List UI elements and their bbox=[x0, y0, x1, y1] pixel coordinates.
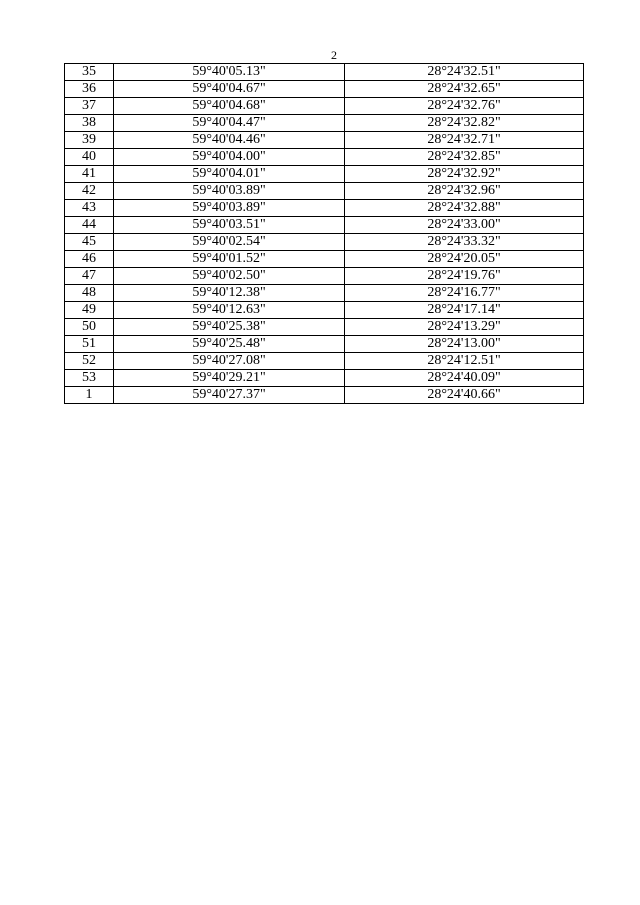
point-number-cell: 39 bbox=[65, 132, 114, 149]
point-number-cell: 47 bbox=[65, 268, 114, 285]
point-number-cell: 49 bbox=[65, 302, 114, 319]
table-row bbox=[65, 98, 584, 115]
longitude-cell: 28°24'16.77" bbox=[345, 285, 584, 302]
longitude-cell: 28°24'32.65" bbox=[345, 81, 584, 98]
longitude-cell: 28°24'13.29" bbox=[345, 319, 584, 336]
table-row bbox=[65, 319, 584, 336]
longitude-cell: 28°24'32.82" bbox=[345, 115, 584, 132]
latitude-cell: 59°40'05.13" bbox=[114, 64, 345, 81]
point-number-cell: 43 bbox=[65, 200, 114, 217]
longitude-cell: 28°24'20.05" bbox=[345, 251, 584, 268]
longitude-cell: 28°24'32.92" bbox=[345, 166, 584, 183]
latitude-cell: 59°40'04.46" bbox=[114, 132, 345, 149]
point-number-cell: 37 bbox=[65, 98, 114, 115]
table-row bbox=[65, 81, 584, 98]
latitude-cell: 59°40'04.68" bbox=[114, 98, 345, 115]
point-number-cell: 52 bbox=[65, 353, 114, 370]
latitude-cell: 59°40'12.63" bbox=[114, 302, 345, 319]
point-number-cell: 53 bbox=[65, 370, 114, 387]
longitude-cell: 28°24'32.76" bbox=[345, 98, 584, 115]
longitude-cell: 28°24'17.14" bbox=[345, 302, 584, 319]
table-row bbox=[65, 302, 584, 319]
table-row bbox=[65, 353, 584, 370]
latitude-cell: 59°40'25.38" bbox=[114, 319, 345, 336]
table-row bbox=[65, 370, 584, 387]
latitude-cell: 59°40'25.48" bbox=[114, 336, 345, 353]
table-row bbox=[65, 251, 584, 268]
point-number-cell: 50 bbox=[65, 319, 114, 336]
point-number-cell: 41 bbox=[65, 166, 114, 183]
latitude-cell: 59°40'02.50" bbox=[114, 268, 345, 285]
latitude-cell: 59°40'04.00" bbox=[114, 149, 345, 166]
longitude-cell: 28°24'13.00" bbox=[345, 336, 584, 353]
longitude-cell: 28°24'19.76" bbox=[345, 268, 584, 285]
point-number-cell: 35 bbox=[65, 64, 114, 81]
longitude-cell: 28°24'40.66" bbox=[345, 387, 584, 404]
point-number-cell: 48 bbox=[65, 285, 114, 302]
latitude-cell: 59°40'27.08" bbox=[114, 353, 345, 370]
point-number-cell: 36 bbox=[65, 81, 114, 98]
table-row bbox=[65, 217, 584, 234]
page-number: 2 bbox=[331, 48, 337, 62]
longitude-cell: 28°24'32.85" bbox=[345, 149, 584, 166]
latitude-cell: 59°40'04.47" bbox=[114, 115, 345, 132]
latitude-cell: 59°40'12.38" bbox=[114, 285, 345, 302]
table-row bbox=[65, 285, 584, 302]
point-number-cell: 38 bbox=[65, 115, 114, 132]
table-row bbox=[65, 234, 584, 251]
longitude-cell: 28°24'40.09" bbox=[345, 370, 584, 387]
table-row bbox=[65, 132, 584, 149]
point-number-cell: 42 bbox=[65, 183, 114, 200]
longitude-cell: 28°24'32.88" bbox=[345, 200, 584, 217]
table-row bbox=[65, 183, 584, 200]
latitude-cell: 59°40'03.51" bbox=[114, 217, 345, 234]
latitude-cell: 59°40'01.52" bbox=[114, 251, 345, 268]
point-number-cell: 51 bbox=[65, 336, 114, 353]
table-row bbox=[65, 64, 584, 81]
latitude-cell: 59°40'04.67" bbox=[114, 81, 345, 98]
table-row bbox=[65, 115, 584, 132]
coordinates-table-body bbox=[65, 64, 584, 404]
latitude-cell: 59°40'02.54" bbox=[114, 234, 345, 251]
table-row bbox=[65, 268, 584, 285]
latitude-cell: 59°40'29.21" bbox=[114, 370, 345, 387]
longitude-cell: 28°24'12.51" bbox=[345, 353, 584, 370]
coordinates-table bbox=[64, 63, 584, 404]
latitude-cell: 59°40'03.89" bbox=[114, 183, 345, 200]
longitude-cell: 28°24'32.96" bbox=[345, 183, 584, 200]
table-row bbox=[65, 149, 584, 166]
longitude-cell: 28°24'33.00" bbox=[345, 217, 584, 234]
longitude-cell: 28°24'32.51" bbox=[345, 64, 584, 81]
table-row bbox=[65, 387, 584, 404]
latitude-cell: 59°40'03.89" bbox=[114, 200, 345, 217]
longitude-cell: 28°24'33.32" bbox=[345, 234, 584, 251]
table-row bbox=[65, 200, 584, 217]
point-number-cell: 45 bbox=[65, 234, 114, 251]
point-number-cell: 1 bbox=[65, 387, 114, 404]
table-row bbox=[65, 166, 584, 183]
longitude-cell: 28°24'32.71" bbox=[345, 132, 584, 149]
latitude-cell: 59°40'04.01" bbox=[114, 166, 345, 183]
latitude-cell: 59°40'27.37" bbox=[114, 387, 345, 404]
point-number-cell: 40 bbox=[65, 149, 114, 166]
point-number-cell: 46 bbox=[65, 251, 114, 268]
table-row bbox=[65, 336, 584, 353]
point-number-cell: 44 bbox=[65, 217, 114, 234]
